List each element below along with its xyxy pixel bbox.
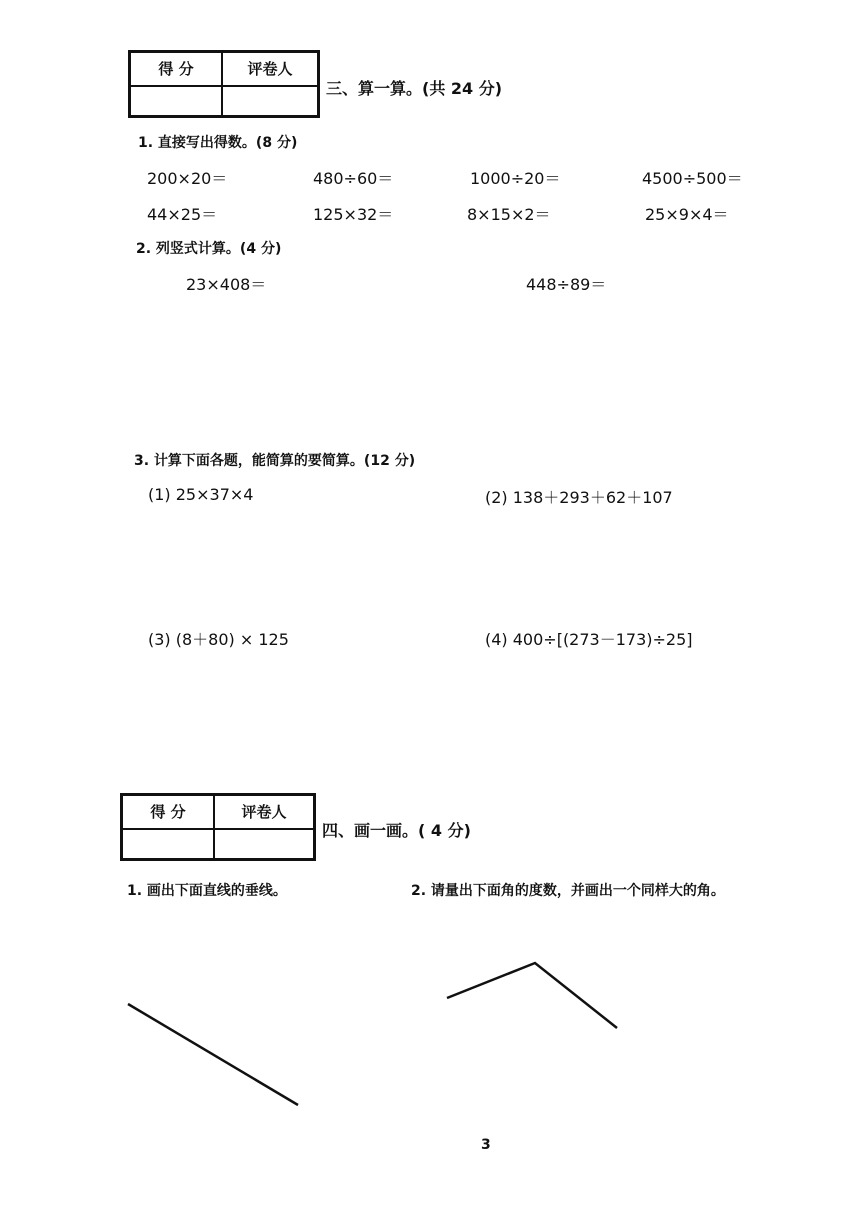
angle-figure <box>447 963 617 1028</box>
section3-title: 三、算一算。(共 24 分) <box>326 79 503 98</box>
q3-title: 3. 计算下面各题，能简算的要简算。(12 分) <box>134 453 416 469</box>
q2-title: 2. 列竖式计算。(4 分) <box>136 241 282 257</box>
q1-expr: 200×20＝ <box>147 169 228 188</box>
q1-expr: 1000÷20＝ <box>470 169 561 188</box>
q1-expr: 25×9×4＝ <box>645 205 729 224</box>
q1-expr: 4500÷500＝ <box>642 169 743 188</box>
q2-expr: 448÷89＝ <box>526 275 607 294</box>
q3-expr: (4) 400÷[(273－173)÷25] <box>485 630 693 649</box>
q1-title: 1. 直接写出得数。(8 分) <box>138 135 298 151</box>
grader-header: 评卷人 <box>222 52 319 86</box>
score-header: 得 分 <box>122 795 215 829</box>
q1-expr: 8×15×2＝ <box>467 205 551 224</box>
grader-header: 评卷人 <box>214 795 315 829</box>
draw-q2-title: 2. 请量出下面角的度数，并画出一个同样大的角。 <box>411 883 725 899</box>
q1-expr: 480÷60＝ <box>313 169 394 188</box>
q3-expr: (1) 25×37×4 <box>148 485 254 504</box>
page-number: 3 <box>481 1137 491 1153</box>
score-header: 得 分 <box>130 52 223 86</box>
q1-expr: 125×32＝ <box>313 205 394 224</box>
draw-q1-title: 1. 画出下面直线的垂线。 <box>127 883 287 899</box>
q3-expr: (2) 138＋293＋62＋107 <box>485 488 673 507</box>
q2-expr: 23×408＝ <box>186 275 267 294</box>
straight-line <box>128 1004 298 1105</box>
q1-expr: 44×25＝ <box>147 205 218 224</box>
q3-expr: (3) (8＋80) × 125 <box>148 630 289 649</box>
section4-title: 四、画一画。( 4 分) <box>322 821 471 840</box>
